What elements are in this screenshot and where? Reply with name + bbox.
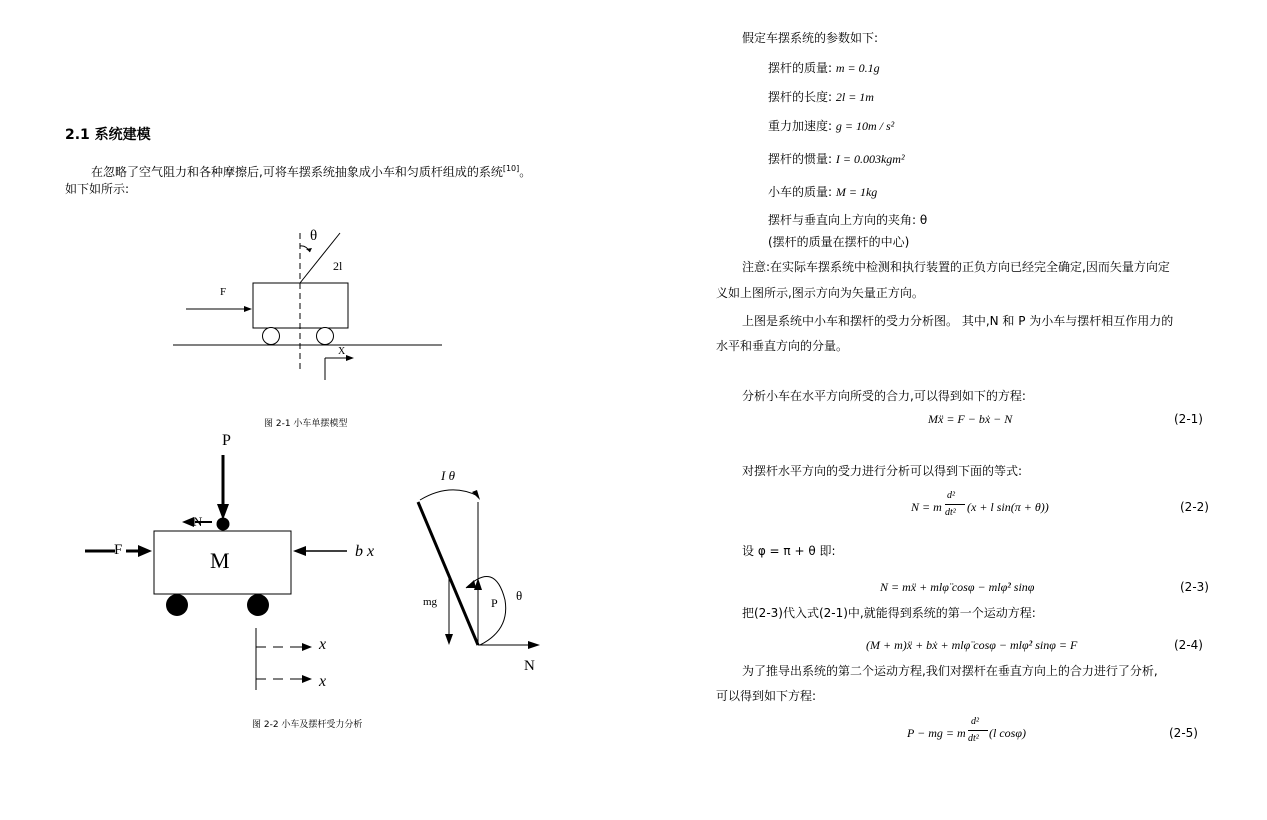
frac-bar [945,504,965,505]
note-line: 上图是系统中小车和摆杆的受力分析图。 其中,N 和 P 为小车与摆杆相互作用力的 [742,314,1174,328]
friction-label: b x [355,543,375,560]
x-label: x [319,636,327,653]
paragraph-text: 在忽略了空气阻力和各种摩擦后,可将车摆系统抽象成小车和匀质杆组成的系统 [91,165,503,179]
inertia-label: I θ [441,468,455,483]
second-line: 为了推导出系统的第二个运动方程,我们对摆杆在垂直方向上的合力进行了分析, [742,664,1158,678]
mass-label: M [210,548,230,573]
mg-label: mg [423,596,438,608]
sub-line: 把(2-3)代入式(2-1)中,就能得到系统的第一个运动方程: [742,606,1036,620]
note-line: 注意:在实际车摆系统中检测和执行装置的正负方向已经完全确定,因而矢量方向定 [742,260,1170,274]
theta-label: θ [310,228,318,244]
equation-frac-bottom: dt² [945,507,956,518]
equation-2-4: (M + m)ẍ + bẋ + mlφ̈ cosφ − mlφ̇² sinφ = F [866,638,1078,652]
note-line: 水平和垂直方向的分量。 [716,339,849,353]
n-force-label: N [193,514,203,529]
equation-2-1: Mẍ = F − bẋ − N [928,412,1013,426]
paragraph-line: 如下如所示: [65,182,130,196]
set-line: 设 φ = π + θ 即: [742,544,836,558]
equation-number: (2-4) [1174,638,1203,652]
equation-number: (2-3) [1180,580,1209,594]
figure-caption: 图 2-2 小车及摆杆受力分析 [252,720,363,730]
pendulum-rod [418,502,478,645]
analysis-text: 对摆杆水平方向的受力进行分析可以得到下面的等式: [742,464,1023,478]
note-line: 义如上图所示,图示方向为矢量正方向。 [716,286,924,300]
equation-number: (2-2) [1180,500,1209,514]
angle-note: (摆杆的质量在摆杆的中心) [768,235,910,249]
section-heading: 2.1 系统建模 [65,127,151,143]
theta-label: θ [516,588,523,603]
equation-number: (2-1) [1174,412,1203,426]
param-row: 摆杆的质量: m = 0.1g [768,61,880,75]
intro-text: 假定车摆系统的参数如下: [742,31,879,45]
force-label: F [220,286,227,298]
param-row: 摆杆的惯量: I = 0.003kgm² [768,152,905,166]
f-force-label: F [114,542,123,558]
equation-2-2-lhs: N = m [911,500,942,514]
length-label: 2l [333,259,343,273]
equation-frac-top: d² [947,490,955,501]
p-label: P [491,596,498,610]
analysis-text: 分析小车在水平方向所受的合力,可以得到如下的方程: [742,389,1026,403]
frac-bar [968,730,988,731]
p-force-label: P [222,432,231,449]
citation-link[interactable]: [10] [502,164,520,173]
wheel [166,594,188,616]
paragraph-end: 。 [519,165,532,179]
param-row: 摆杆的长度: 2l = 1m [768,90,874,104]
x-ddot-label: x [319,673,327,690]
second-line: 可以得到如下方程: [716,689,817,703]
equation-2-2-rhs: (x + l sin(π + θ)) [967,500,1049,514]
x-label: X [338,346,346,357]
equation-number: (2-5) [1169,726,1198,740]
figure-caption: 图 2-1 小车单摆模型 [264,419,348,429]
param-row: 重力加速度: g = 10m / s² [768,119,895,133]
wheel [247,594,269,616]
equation-2-5-rhs: (l cosφ) [989,726,1026,740]
equation-frac-bottom: dt² [968,733,979,744]
equation-frac-top: d² [971,716,979,727]
equation-2-3: N = mẍ + mlφ̈ cosφ − mlφ̇² sinφ [880,580,1035,594]
equation-2-5-lhs: P − mg = m [907,726,966,740]
param-row: 小车的质量: M = 1kg [768,185,878,199]
angle-line: 摆杆与垂直向上方向的夹角: θ [768,213,928,227]
n-label: N [524,658,535,674]
